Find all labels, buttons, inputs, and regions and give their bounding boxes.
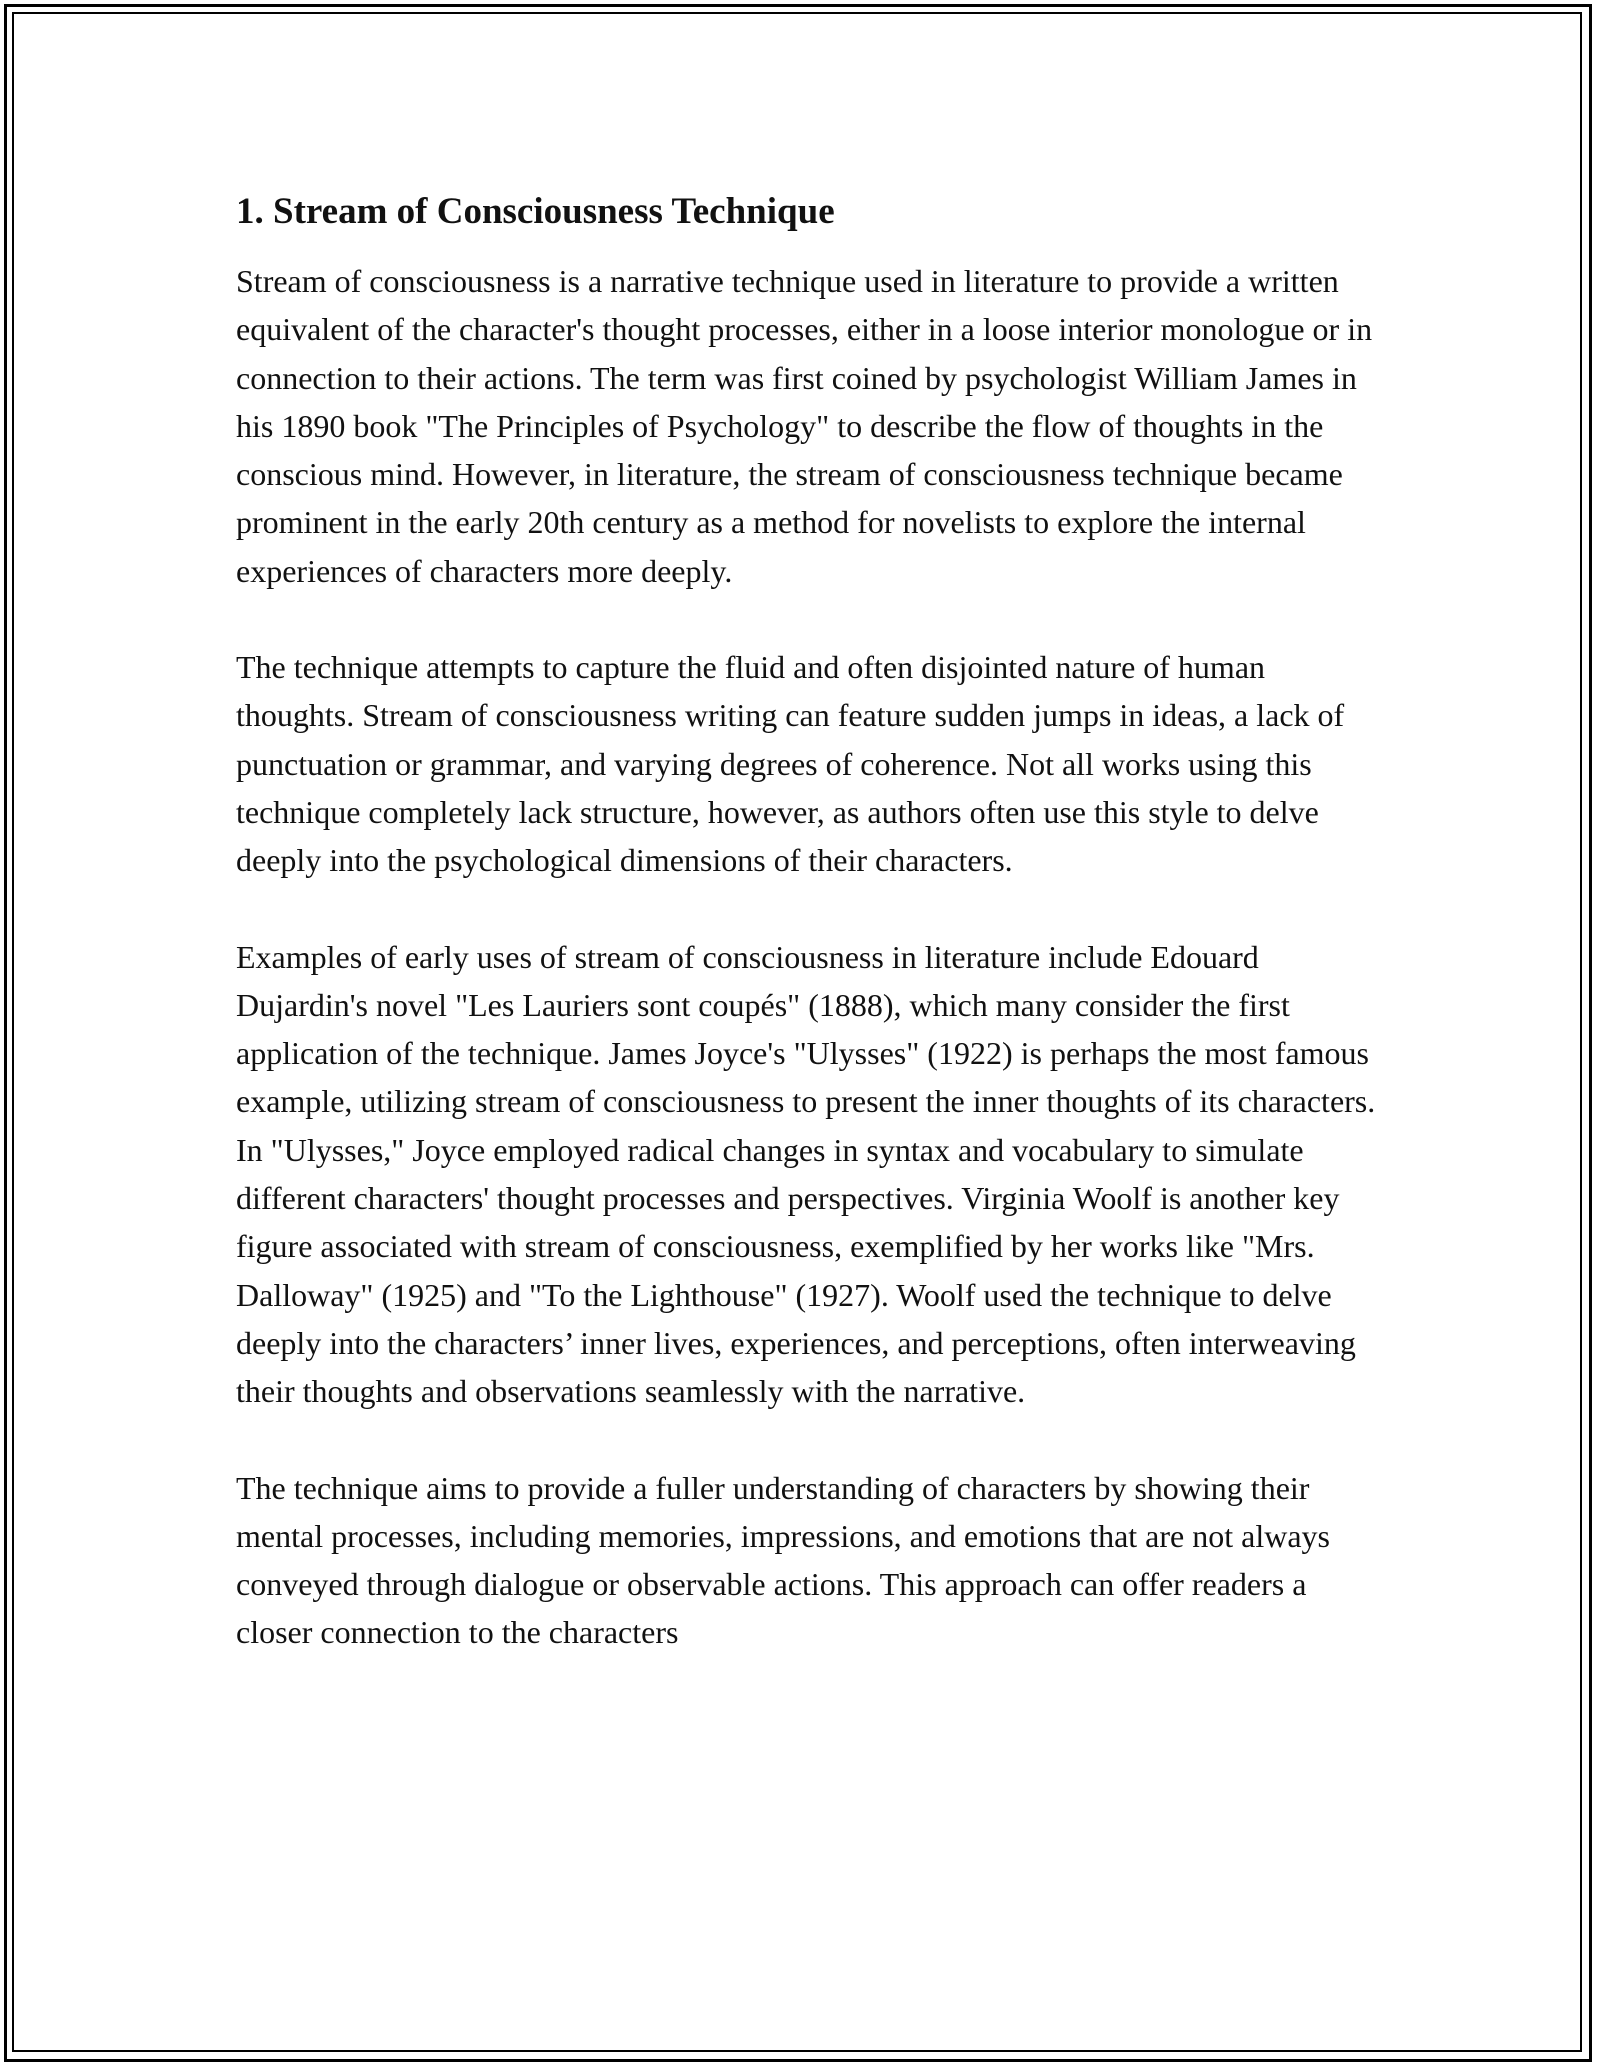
document-body	[236, 186, 1376, 1705]
paragraph-examples: Examples of early uses of stream of consciousness in literature include Edouard Dujardin's novel "Les Lauriers sont coupés" (1888), which many consider the first application of the technique. James Joyce's "Ulysses" (1922) is perhaps the most famous example, utilizing stream of consciousness to present the inner thoughts of its characters. In "Ulysses," Joyce employed radical changes in syntax and vocabulary to simulate different characters' thought processes and perspectives. Virginia Woolf is another key figure associated with stream of consciousness, exemplified by her works like "Mrs. Dalloway" (1925) and "To the Lighthouse" (1927). Woolf used the technique to delve deeply into the characters’ inner lives, experiences, and perceptions, often interweaving their thoughts and observations seamlessly with the narrative.	[236, 938, 1376, 1410]
paragraph-nature: The technique attempts to capture the fluid and often disjointed nature of human thoughts. Stream of consciousness writing can feature sudden jumps in ideas, a lack of punctuation or grammar, and varying degrees of coherence. Not all works using this technique completely lack structure, however, as authors often use this style to delve deeply into the psychological dimensions of their characters.	[236, 649, 1345, 879]
section-heading: 1. Stream of Consciousness Technique	[236, 191, 835, 232]
paragraph-intro: Stream of consciousness is a narrative technique used in literature to provide a written equivalent of the character's thought processes, either in a loose interior monologue or in connection to their actions. The term was first coined by psychologist William James in his 1890 book "The Principles of Psychology" to describe the flow of thoughts in the conscious mind. However, in literature, the stream of consciousness technique became prominent in the early 20th century as a method for novelists to explore the internal experiences of characters more deeply.	[236, 263, 1373, 589]
paragraph-aims: The technique aims to provide a fuller understanding of characters by showing their mental processes, including memories, impressions, and emotions that are not always conveyed through dialogue or observable actions. This approach can offer readers a closer connection to the characters	[236, 1469, 1330, 1651]
